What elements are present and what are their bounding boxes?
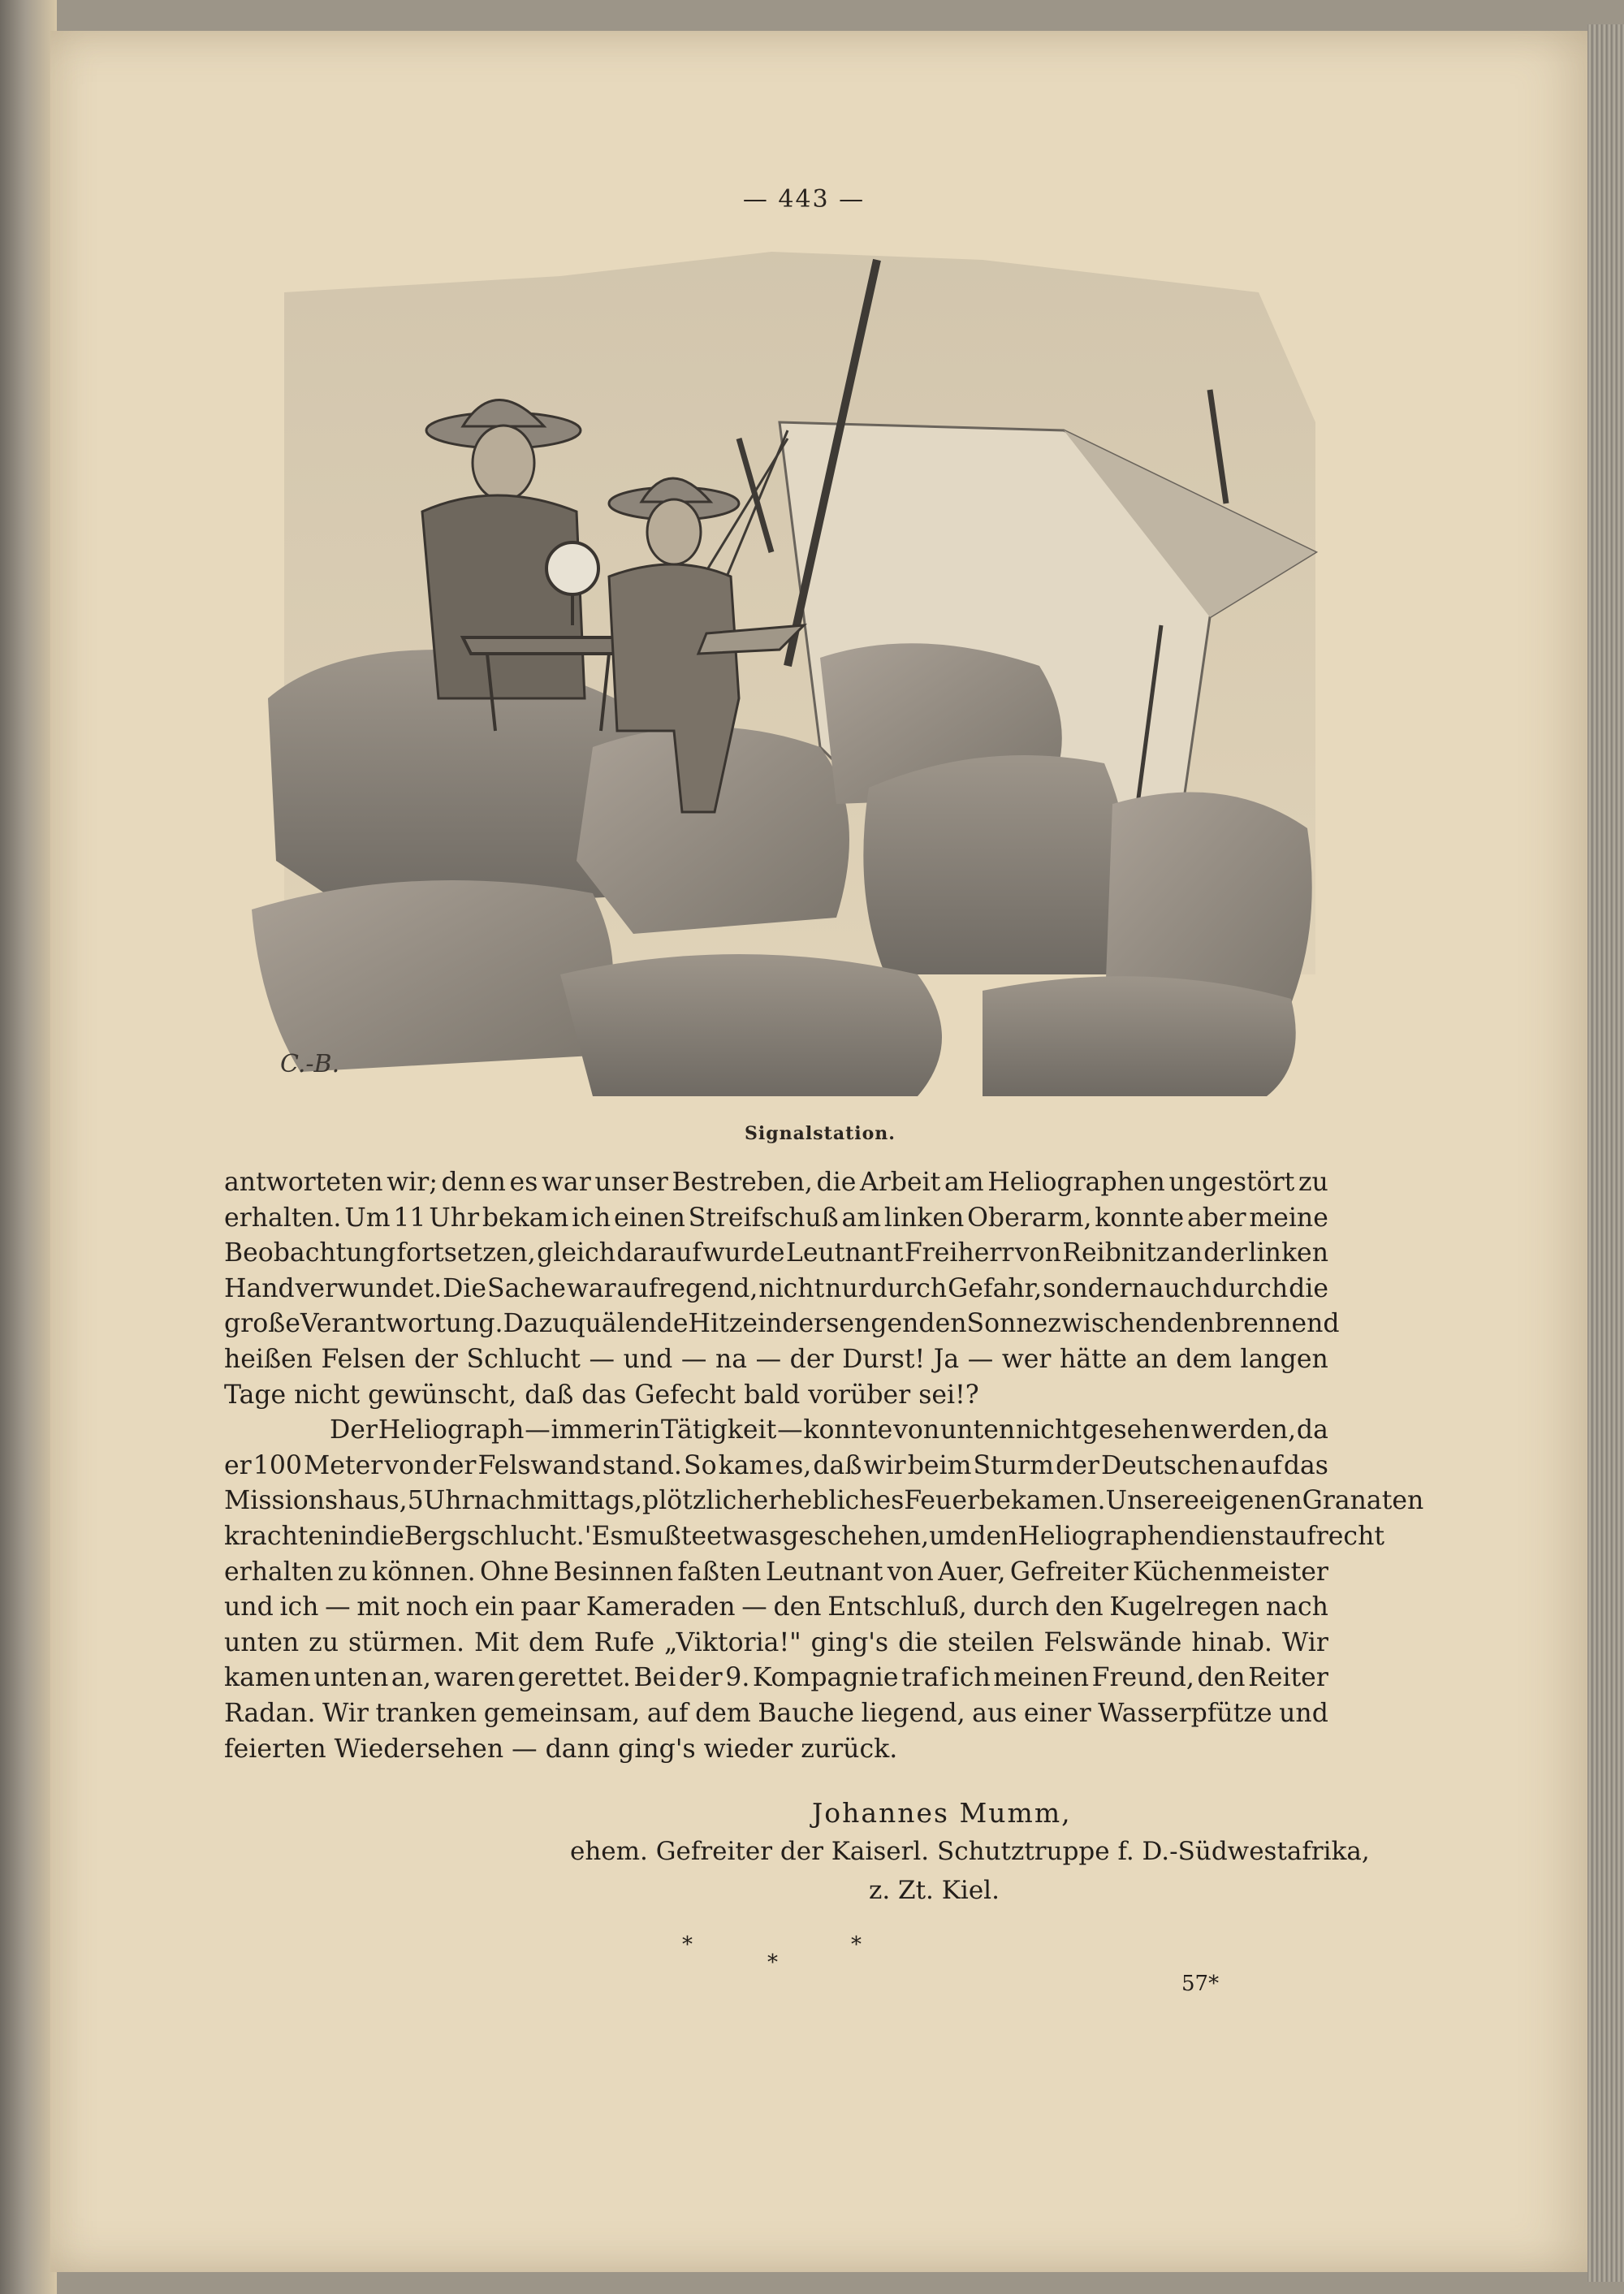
text-line: Der Heliograph — immer in Tätigkeit — konnte von unten nicht gesehen werden, da xyxy=(330,1415,1328,1445)
text-line: Beobachtung fortsetzen, gleich darauf wurde Leutnant Freiherr von Reibnitz an der linken xyxy=(224,1238,1328,1268)
author-role: ehem. Gefreiter der Kaiserl. Schutztruppe f. D.-Südwestafrika, xyxy=(570,1837,1370,1866)
star: * xyxy=(682,1933,693,1957)
text-line: Hand verwundet. Die Sache war aufregend, nicht nur durch Gefahr, sondern auch durch die xyxy=(224,1273,1328,1303)
sheet-signature-number: 57* xyxy=(1181,1972,1220,1996)
star: * xyxy=(767,1951,778,1975)
illustration-caption: Signalstation. xyxy=(745,1123,896,1144)
rock-bottom-left xyxy=(252,880,613,1072)
text-line: Tage nicht gewünscht, daß das Gefecht bald vorüber sei!? xyxy=(224,1380,979,1410)
author-name: Johannes Mumm, xyxy=(812,1797,1072,1829)
rock-bottom-center xyxy=(560,954,942,1096)
page-edges xyxy=(1587,24,1624,2282)
rock-bottom-right xyxy=(983,976,1296,1096)
text-line: Radan. Wir tranken gemeinsam, auf dem Bauche liegend, aus einer Wasserpfütze und xyxy=(224,1698,1328,1728)
signal-station-illustration xyxy=(252,244,1324,1104)
star: * xyxy=(851,1933,862,1957)
text-line: und ich — mit noch ein paar Kameraden — den Entschluß, durch den Kugelregen nach xyxy=(224,1592,1328,1622)
text-line: antworteten wir; denn es war unser Bestreben, die Arbeit am Heliographen ungestört zu xyxy=(224,1168,1328,1197)
text-line: krachten in die Bergschlucht.' Es mußte etwas geschehen, um den Heliographendienst aufrecht xyxy=(224,1521,1385,1551)
text-line: erhalten. Um 11 Uhr bekam ich einen Streifschuß am linken Oberarm, konnte aber meine xyxy=(224,1203,1328,1233)
section-divider-stars xyxy=(682,1933,877,1973)
author-place: z. Zt. Kiel. xyxy=(869,1876,1000,1905)
page-number: — 443 — xyxy=(742,185,866,214)
text-line: große Verantwortung. Dazu quälende Hitze in der sengenden Sonne zwischen den brennend xyxy=(224,1309,1340,1339)
text-line: feierten Wiedersehen — dann ging's wieder zurück. xyxy=(224,1734,898,1764)
text-line: heißen Felsen der Schlucht — und — na — der Durst! Ja — wer hätte an dem langen xyxy=(224,1344,1328,1374)
body-text xyxy=(224,1165,1424,1767)
text-line: kamen unten an, waren gerettet. Bei der 9. Kompagnie traf ich meinen Freund, den Reiter xyxy=(224,1663,1328,1693)
rock-right xyxy=(863,755,1133,974)
text-line: Missionshaus, 5 Uhr nachmittags, plötzlich erhebliches Feuer bekamen. Unsere eigenen Granaten xyxy=(224,1486,1424,1516)
illustration-monogram: C.-B. xyxy=(280,1050,340,1078)
book-gutter xyxy=(0,0,57,2294)
text-line: er 100 Meter von der Felswand stand. So kam es, daß wir beim Sturm der Deutschen auf das xyxy=(224,1450,1328,1480)
text-line: unten zu stürmen. Mit dem Rufe „Viktoria!" ging's die steilen Felswände hinab. Wir xyxy=(224,1627,1328,1657)
text-line: erhalten zu können. Ohne Besinnen faßten Leutnant von Auer, Gefreiter Küchenmeister xyxy=(224,1557,1328,1587)
